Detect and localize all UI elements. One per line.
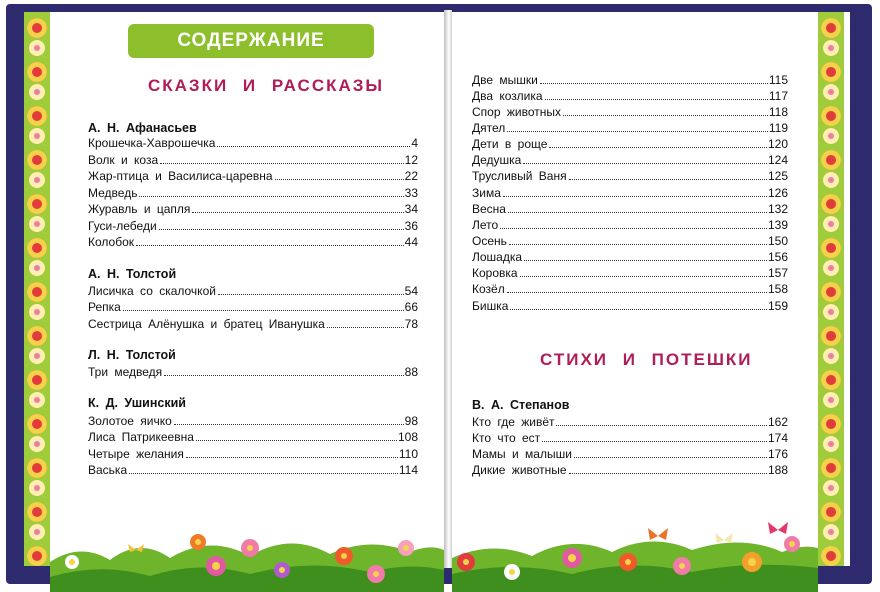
border-flower-icon [823, 40, 839, 56]
entry-page: 156 [767, 250, 788, 264]
border-flower-icon [27, 458, 47, 478]
dot-leader [569, 473, 767, 474]
dot-leader [523, 163, 767, 164]
border-flower-icon [27, 238, 47, 258]
toc-entry[interactable] [88, 462, 418, 477]
dot-leader [507, 131, 768, 132]
entry-title: Коровка [472, 266, 518, 280]
border-flower-icon [821, 238, 841, 258]
entry-title: Кто что ест [472, 431, 541, 445]
entry-title: Два козлика [472, 89, 543, 103]
dot-leader [549, 147, 767, 148]
entry-page: 118 [768, 105, 788, 119]
dot-leader [174, 424, 404, 425]
border-flower-icon [823, 392, 839, 408]
border-flower-icon [821, 458, 841, 478]
toc-entry[interactable] [88, 364, 418, 379]
toc-entry[interactable] [472, 233, 788, 248]
border-flower-icon [27, 282, 47, 302]
entry-page: 120 [767, 137, 788, 151]
toc-entry[interactable] [88, 299, 418, 314]
entry-page: 22 [404, 169, 418, 183]
entry-page: 4 [411, 136, 418, 150]
dot-leader [136, 245, 404, 246]
dot-leader [159, 229, 404, 230]
entry-title: Гуси-лебеди [88, 219, 157, 233]
entry-page: 150 [767, 234, 788, 248]
toc-entry[interactable] [472, 185, 788, 200]
entry-title: Четыре желания [88, 447, 184, 461]
entry-page: 88 [404, 365, 418, 379]
entry-title: Васька [88, 463, 128, 477]
entry-page: 132 [767, 202, 788, 216]
dot-leader [508, 212, 767, 213]
author-heading: К. Д. Ушинский [88, 396, 186, 410]
entry-title: Сестрица Алёнушка и братец Иванушка [88, 317, 325, 331]
dot-leader [556, 425, 766, 426]
border-flower-icon [821, 282, 841, 302]
border-flower-icon [29, 348, 45, 364]
entry-title: Золотое яичко [88, 414, 172, 428]
dot-leader [139, 196, 403, 197]
entry-title: Осень [472, 234, 507, 248]
border-flower-icon [27, 502, 47, 522]
author-heading: А. Н. Толстой [88, 267, 177, 281]
butterfly-icon [648, 528, 668, 540]
entry-title: Весна [472, 202, 506, 216]
entry-title: Три медведя [88, 365, 163, 379]
toc-entry[interactable] [88, 283, 418, 298]
butterfly-icon [715, 533, 733, 543]
book-gutter [444, 10, 452, 568]
section-title-poems: СТИХИ И ПОТЕШКИ [540, 350, 753, 369]
border-flower-icon [27, 414, 47, 434]
border-flower-icon [821, 502, 841, 522]
border-flower-icon [821, 150, 841, 170]
dot-leader [160, 163, 404, 164]
border-flower-icon [821, 546, 841, 566]
entry-page: 114 [398, 463, 418, 477]
entry-title: Две мышки [472, 73, 538, 87]
toc-entry[interactable] [472, 201, 788, 216]
border-flower-icon [29, 436, 45, 452]
border-flower-icon [821, 18, 841, 38]
author-heading: Л. Н. Толстой [88, 348, 176, 362]
dot-leader [503, 196, 767, 197]
border-flower-icon [27, 18, 47, 38]
dot-leader [123, 310, 404, 311]
entry-title: Дятел [472, 121, 506, 135]
dot-leader [129, 473, 398, 474]
meadow-illustration-left [50, 522, 444, 592]
border-flower-icon [823, 84, 839, 100]
dot-leader [500, 228, 767, 229]
toc-entry[interactable] [88, 135, 418, 150]
dot-leader [509, 244, 767, 245]
dot-leader [192, 212, 403, 213]
dot-leader [186, 457, 398, 458]
border-flower-icon [29, 304, 45, 320]
toc-entry[interactable] [88, 429, 418, 444]
entry-page: 188 [767, 463, 788, 477]
dot-leader [540, 83, 768, 84]
entry-page: 44 [404, 235, 418, 249]
entry-page: 54 [404, 284, 418, 298]
entry-title: Козёл [472, 282, 505, 296]
entry-page: 108 [397, 430, 418, 444]
right-flower-border [818, 12, 844, 566]
contents-header: СОДЕРЖАНИЕ [128, 24, 374, 58]
toc-entry[interactable] [472, 104, 788, 119]
entry-page: 176 [767, 447, 788, 461]
dot-leader [520, 276, 767, 277]
toc-entry[interactable] [472, 446, 788, 461]
entry-page: 119 [768, 121, 788, 135]
dot-leader [507, 292, 767, 293]
border-flower-icon [823, 348, 839, 364]
toc-entry[interactable] [472, 168, 788, 183]
border-flower-icon [821, 370, 841, 390]
entry-page: 174 [767, 431, 788, 445]
entry-page: 139 [767, 218, 788, 232]
entry-page: 126 [767, 186, 788, 200]
border-flower-icon [823, 480, 839, 496]
toc-entry[interactable] [472, 249, 788, 264]
entry-title: Лето [472, 218, 499, 232]
border-flower-icon [29, 216, 45, 232]
border-flower-icon [821, 106, 841, 126]
border-flower-icon [27, 106, 47, 126]
dot-leader [164, 375, 403, 376]
toc-entry[interactable] [472, 217, 788, 232]
dot-leader [563, 115, 768, 116]
entry-title: Репка [88, 300, 121, 314]
toc-entry[interactable] [88, 201, 418, 216]
entry-page: 34 [404, 202, 418, 216]
entry-page: 158 [767, 282, 788, 296]
entry-title: Колобок [88, 235, 135, 249]
entry-page: 98 [404, 414, 418, 428]
border-flower-icon [27, 326, 47, 346]
border-flower-icon [27, 62, 47, 82]
entry-page: 125 [767, 169, 788, 183]
toc-entry[interactable] [88, 234, 418, 249]
border-flower-icon [823, 128, 839, 144]
dot-leader [542, 441, 767, 442]
entry-title: Кто где живёт [472, 415, 555, 429]
toc-entry[interactable] [88, 316, 418, 331]
toc-entry[interactable] [472, 281, 788, 296]
toc-entry[interactable] [88, 168, 418, 183]
entry-page: 117 [768, 89, 788, 103]
border-flower-icon [27, 546, 47, 566]
toc-entry[interactable] [88, 446, 418, 461]
border-flower-icon [27, 194, 47, 214]
entry-title: Жар-птица и Василиса-царевна [88, 169, 273, 183]
toc-entry[interactable] [472, 72, 788, 87]
entry-title: Журавль и цапля [88, 202, 191, 216]
border-flower-icon [29, 40, 45, 56]
dot-leader [327, 327, 404, 328]
entry-page: 66 [404, 300, 418, 314]
border-flower-icon [29, 392, 45, 408]
entry-title: Дедушка [472, 153, 522, 167]
toc-entry[interactable] [472, 88, 788, 103]
border-flower-icon [823, 172, 839, 188]
entry-title: Крошечка-Хаврошечка [88, 136, 216, 150]
entry-page: 36 [404, 219, 418, 233]
border-flower-icon [29, 84, 45, 100]
border-flower-icon [27, 150, 47, 170]
border-flower-icon [29, 524, 45, 540]
border-flower-icon [821, 414, 841, 434]
border-flower-icon [823, 304, 839, 320]
dot-leader [524, 260, 767, 261]
author-heading: В. А. Степанов [472, 398, 570, 412]
entry-page: 124 [767, 153, 788, 167]
border-flower-icon [29, 260, 45, 276]
toc-entry[interactable] [88, 218, 418, 233]
entry-page: 162 [767, 415, 788, 429]
dot-leader [510, 309, 767, 310]
dot-leader [218, 294, 404, 295]
dot-leader [569, 179, 767, 180]
meadow-illustration-right [452, 522, 818, 592]
toc-entry[interactable] [472, 120, 788, 135]
border-flower-icon [29, 172, 45, 188]
entry-title: Лисичка со скалочкой [88, 284, 216, 298]
toc-entry[interactable] [472, 152, 788, 167]
entry-title: Трусливый Ваня [472, 169, 567, 183]
entry-page: 157 [767, 266, 788, 280]
entry-page: 78 [404, 317, 418, 331]
entry-title: Спор животных [472, 105, 561, 119]
border-flower-icon [821, 326, 841, 346]
entry-page: 110 [398, 447, 418, 461]
entry-title: Дети в роще [472, 137, 548, 151]
entry-page: 115 [768, 73, 788, 87]
border-flower-icon [823, 436, 839, 452]
entry-page: 12 [404, 153, 418, 167]
border-flower-icon [29, 128, 45, 144]
butterfly-icon [768, 522, 788, 534]
entry-title: Лошадка [472, 250, 523, 264]
dot-leader [196, 440, 397, 441]
border-flower-icon [823, 216, 839, 232]
toc-entry[interactable] [472, 136, 788, 151]
entry-title: Бишка [472, 299, 509, 313]
entry-title: Лиса Патрикеевна [88, 430, 194, 444]
entry-page: 33 [404, 186, 418, 200]
toc-entry[interactable] [472, 265, 788, 280]
author-heading: А. Н. Афанасьев [88, 121, 197, 135]
toc-entry[interactable] [472, 462, 788, 477]
toc-entry[interactable] [472, 430, 788, 445]
entry-title: Медведь [88, 186, 138, 200]
left-flower-border [24, 12, 50, 566]
entry-title: Зима [472, 186, 501, 200]
entry-title: Волк и коза [88, 153, 159, 167]
entry-page: 159 [767, 299, 788, 313]
dot-leader [275, 179, 404, 180]
dot-leader [217, 146, 410, 147]
border-flower-icon [823, 524, 839, 540]
entry-title: Мамы и малыши [472, 447, 572, 461]
toc-entry[interactable] [472, 298, 788, 313]
border-flower-icon [821, 62, 841, 82]
border-flower-icon [29, 480, 45, 496]
toc-entry[interactable] [88, 152, 418, 167]
dot-leader [574, 457, 767, 458]
border-flower-icon [823, 260, 839, 276]
section-title-tales: СКАЗКИ И РАССКАЗЫ [148, 76, 385, 95]
dot-leader [545, 99, 768, 100]
toc-entry[interactable] [88, 185, 418, 200]
toc-entry[interactable] [472, 414, 788, 429]
toc-entry[interactable] [88, 413, 418, 428]
border-flower-icon [27, 370, 47, 390]
border-flower-icon [821, 194, 841, 214]
entry-title: Дикие животные [472, 463, 567, 477]
